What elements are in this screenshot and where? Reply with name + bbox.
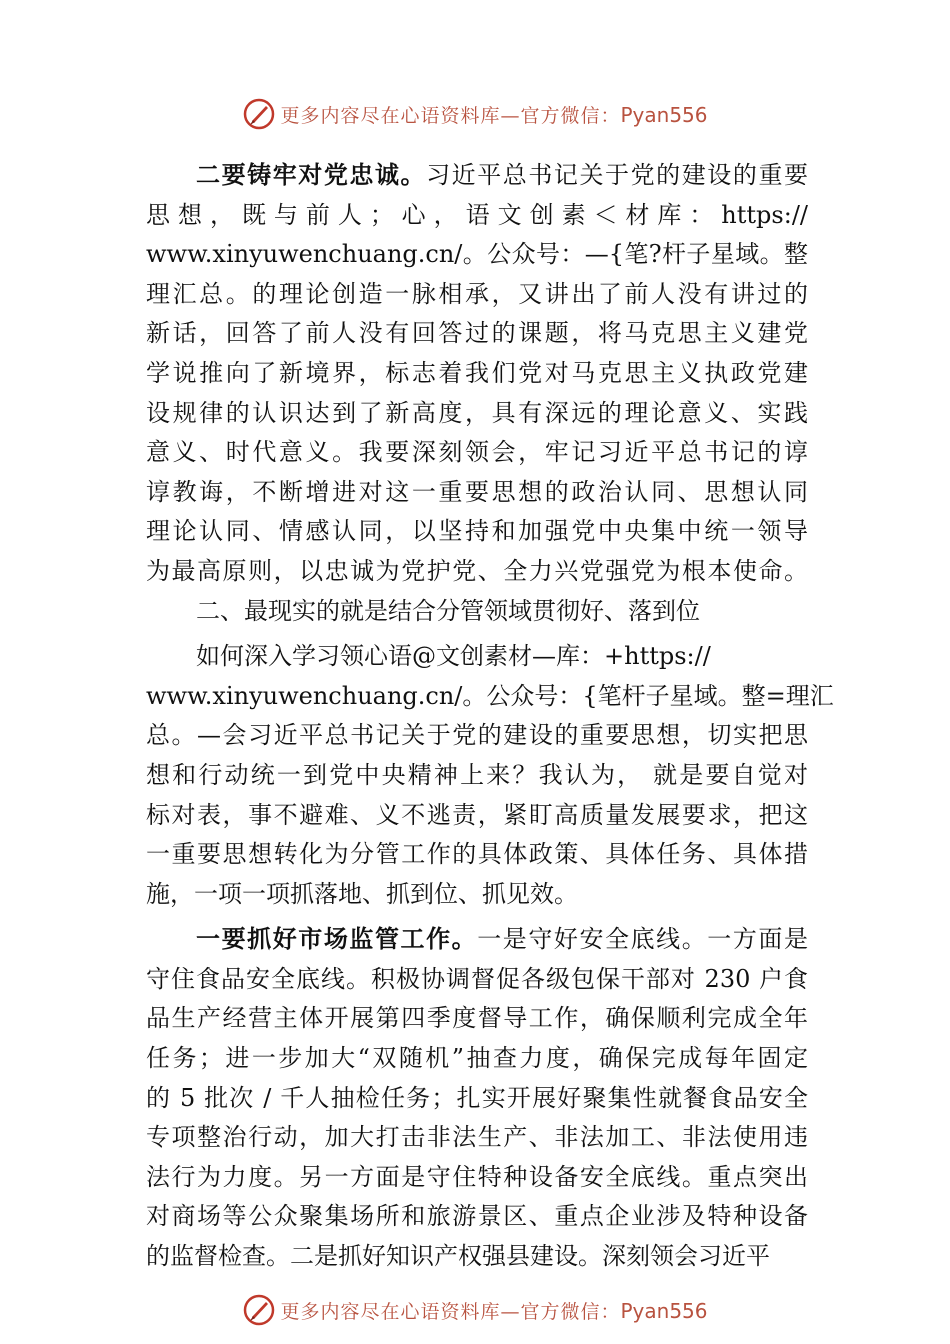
para2-line6: 一重要思想转化为分管工作的具体政策、具体任务、具体措 [146, 840, 808, 869]
para1-line2: 思 想 ， 既 与 前 人 ； 心 ， 语 文 创 素 ＜ 材 库 ： https:// [146, 200, 808, 229]
para1-line11: 为最高原则，以忠诚为党护党、全力兴党强党为根本使命。 [146, 556, 808, 585]
pen-logo-icon [242, 97, 276, 131]
para2-line5: 标对表，事不避难、义不逃责，紧盯高质量发展要求，把这 [146, 800, 808, 829]
para1-line10: 理论认同、情感认同，以坚持和加强党中央集中统一领导 [146, 517, 808, 546]
para1-line3: www.xinyuwenchuang.cn/。公众号：—{笔?杆子星域。整 [146, 240, 808, 269]
para3-line4: 任务；进一步加大“双随机”抽查力度，确保完成每年固定 [146, 1044, 808, 1073]
para3-line6: 专项整治行动，加大打击非法生产、非法加工、非法使用违 [146, 1123, 808, 1152]
para3-line1: 一要抓好市场监管工作。一是守好安全底线。一方面是 [196, 925, 809, 954]
para2-line3: 总。—会习近平总书记关于党的建设的重要思想，切实把思 [146, 721, 808, 750]
para3-line5: 的 5 批次 / 千人抽检任务；扎实开展好聚集性就餐食品安全 [146, 1083, 808, 1112]
document-body [146, 156, 834, 1277]
para1-line4: 理汇总。的理论创造一脉相承，又讲出了前人没有讲过的 [146, 279, 808, 308]
para2-line4: 想和行动统一到党中央精神上来？我认为， 就是要自觉对 [146, 760, 808, 789]
para2-line2: www.xinyuwenchuang.cn/。公众号：{笔杆子星域。整=理汇 [146, 681, 834, 710]
para3-line3: 品生产经营主体开展第四季度督导工作，确保顺利完成全年 [146, 1004, 808, 1033]
para1-line1: 二要铸牢对党忠诚。习近平总书记关于党的建设的重要 [196, 161, 809, 189]
para3-line2: 守住食品安全底线。积极协调督促各级包保干部对 230 户食 [146, 964, 808, 993]
para1-line9: 谆教诲，不断增进对这一重要思想的政治认同、思想认同 [146, 477, 808, 506]
pen-logo-icon [242, 1293, 276, 1327]
para3-line8: 对商场等公众聚集场所和旅游景区、重点企业涉及特种设备 [146, 1202, 808, 1231]
para1-line5: 新话，回答了前人没有回答过的课题，将马克思主义建党 [146, 319, 808, 348]
para1-line6: 学说推向了新境界，标志着我们党对马克思主义执政党建 [146, 358, 808, 387]
para3-line7: 法行为力度。另一方面是守住特种设备安全底线。重点突出 [146, 1162, 808, 1191]
section-heading-2: 二、最现实的就是结合分管领域贯彻好、落到位 [196, 596, 700, 625]
header-watermark [0, 94, 950, 134]
para3-line9: 的监督检查。二是抓好知识产权强县建设。深刻领会习近平 [146, 1242, 770, 1271]
watermark-text: 更多内容尽在心语资料库—官方微信：Pyan556 [280, 102, 708, 127]
watermark-text: 更多内容尽在心语资料库—官方微信：Pyan556 [280, 1298, 708, 1323]
para2-line7: 施，一项一项抓落地、抓到位、抓见效。 [146, 879, 578, 908]
para1-line8: 意义、时代意义。我要深刻领会，牢记习近平总书记的谆 [146, 438, 808, 467]
para2-line1: 如何深入学习领心语@文创素材—库：+https:// [196, 642, 711, 671]
footer-watermark [0, 1290, 950, 1330]
para1-line7: 设规律的认识达到了新高度，具有深远的理论意义、实践 [146, 398, 808, 427]
